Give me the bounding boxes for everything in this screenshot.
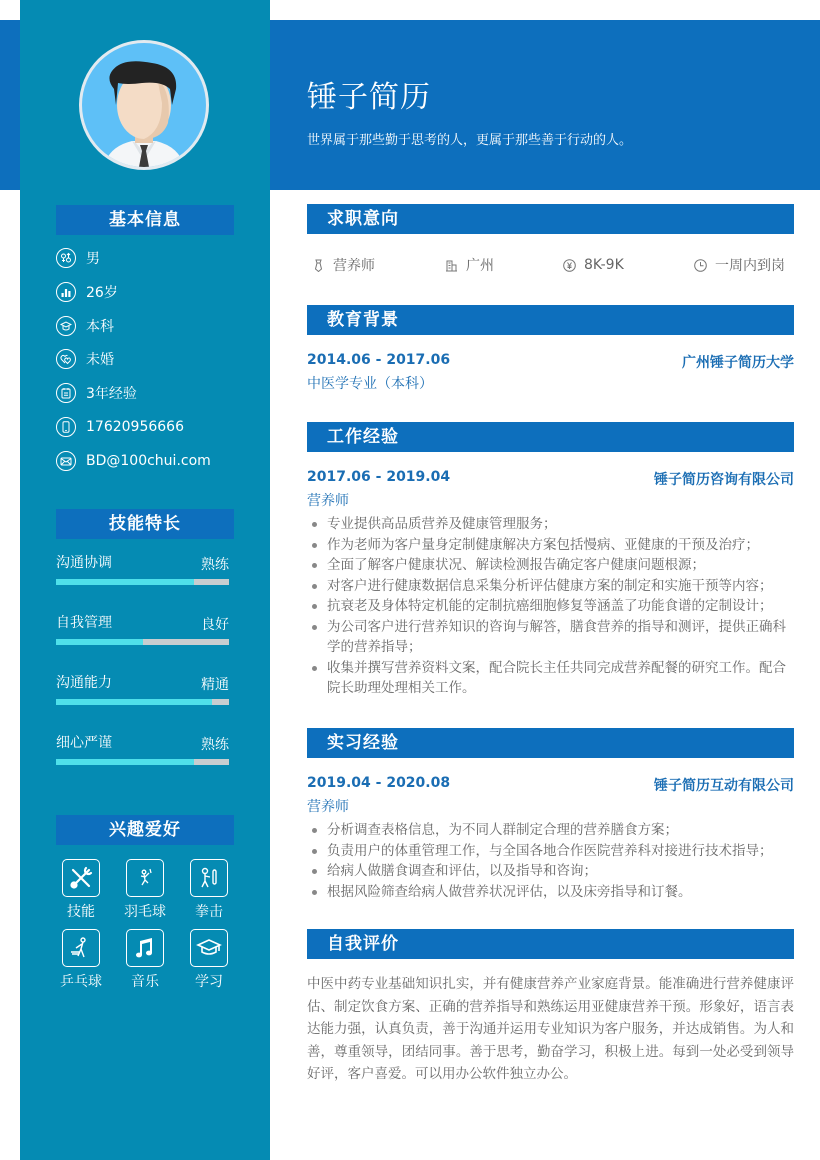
- list-item: 对客户进行健康数据信息采集分析评估健康方案的制定和实施干预等内容；: [307, 576, 794, 597]
- hobbies-heading: 兴趣爱好: [56, 815, 234, 845]
- age-chart-icon: [56, 282, 76, 302]
- work-date: 2017.06 - 2019.04: [307, 469, 451, 485]
- intent-city-value: 广州: [466, 258, 494, 274]
- intent-salary: [563, 254, 624, 276]
- skill-bar-fill: [56, 639, 143, 645]
- badminton-icon: [126, 859, 164, 897]
- skill-level: 良好: [201, 617, 229, 633]
- hobby-label: 技能: [67, 904, 95, 920]
- ping-pong-icon: [62, 929, 100, 967]
- skill-level: 熟练: [201, 737, 229, 753]
- work-company: 锤子简历咨询有限公司: [654, 472, 794, 488]
- skill-bar: [56, 759, 229, 765]
- hobby-label: 羽毛球: [124, 904, 166, 920]
- skill-bar: [56, 579, 229, 585]
- skill-name: 自我管理: [56, 615, 112, 631]
- hobby-label: 学习: [195, 974, 223, 990]
- skill-bar: [56, 639, 229, 645]
- skill-level: 熟练: [201, 557, 229, 573]
- hobby-label: 音乐: [131, 974, 159, 990]
- info-phone-value[interactable]: 17620956666: [86, 419, 184, 435]
- page-title: 锤子简历: [307, 80, 431, 115]
- skill-bar-fill: [56, 579, 194, 585]
- internship-role: 营养师: [307, 799, 349, 815]
- gender-icon: [56, 248, 76, 268]
- intent-salary-value: 8K-9K: [584, 257, 624, 273]
- info-marital-value: 未婚: [86, 352, 114, 368]
- info-email-value[interactable]: BD@100chui.com: [86, 453, 211, 469]
- info-age-value: 26岁: [86, 285, 118, 301]
- hobby-label: 拳击: [195, 904, 223, 920]
- hobby-item: [115, 929, 175, 991]
- skills-heading: 技能特长: [56, 509, 234, 539]
- boxing-icon: [190, 859, 228, 897]
- tie-icon: [312, 259, 325, 272]
- phone-icon: [56, 417, 76, 437]
- work-duties: [307, 514, 794, 699]
- self-eval-heading: 自我评价: [307, 929, 794, 959]
- work-role: 营养师: [307, 493, 349, 509]
- intent-availability: [694, 254, 785, 276]
- skill-bar-fill: [56, 699, 212, 705]
- motto: 世界属于那些勤于思考的人，更属于那些善于行动的人。: [307, 133, 633, 148]
- skill-name: 沟通能力: [56, 675, 112, 691]
- intent-availability-value: 一周内到岗: [715, 258, 785, 274]
- hobby-label: 乒乓球: [60, 974, 102, 990]
- education-major: 中医学专业（本科）: [307, 376, 433, 392]
- intent-position-value: 营养师: [333, 258, 375, 274]
- marital-hearts-icon: [56, 349, 76, 369]
- skill-level: 精通: [201, 677, 229, 693]
- list-item: 专业提供高品质营养及健康管理服务；: [307, 514, 794, 535]
- info-education: [56, 315, 114, 337]
- building-icon: [445, 259, 458, 272]
- info-gender: [56, 247, 100, 269]
- list-item: 负责用户的体重管理工作，与全国各地合作医院营养科对接进行技术指导；: [307, 841, 794, 862]
- graduation-cap-icon: [190, 929, 228, 967]
- skill-bar: [56, 699, 229, 705]
- skill-name: 沟通协调: [56, 555, 112, 571]
- internship-company: 锤子简历互动有限公司: [654, 778, 794, 794]
- avatar: [79, 40, 209, 170]
- skill-bar-fill: [56, 759, 194, 765]
- hobby-item: [51, 929, 111, 991]
- list-item: 抗衰老及身体特定机能的定制抗癌细胞修复等涵盖了功能食谱的定制设计；: [307, 596, 794, 617]
- intent-city: [445, 254, 494, 276]
- info-experience: [56, 382, 137, 404]
- yen-icon: [563, 259, 576, 272]
- education-school: 广州锤子简历大学: [682, 355, 794, 371]
- hobby-item: [115, 859, 175, 921]
- education-date: 2014.06 - 2017.06: [307, 352, 451, 368]
- intent-heading: 求职意向: [307, 204, 794, 234]
- list-item: 全面了解客户健康状况、解读检测报告确定客户健康问题根源；: [307, 555, 794, 576]
- info-phone: [56, 416, 184, 438]
- skill-name: 细心严谨: [56, 735, 112, 751]
- intent-position: [312, 254, 375, 276]
- avatar-male-icon: [82, 43, 206, 167]
- music-note-icon: [126, 929, 164, 967]
- education-cap-icon: [56, 316, 76, 336]
- hobby-item: [179, 859, 239, 921]
- info-gender-value: 男: [86, 251, 100, 267]
- info-education-value: 本科: [86, 319, 114, 335]
- work-heading: 工作经验: [307, 422, 794, 452]
- basic-info-heading: 基本信息: [56, 205, 234, 235]
- tools-icon: [62, 859, 100, 897]
- info-email: [56, 450, 211, 472]
- info-age: [56, 281, 118, 303]
- internship-date: 2019.04 - 2020.08: [307, 775, 451, 791]
- internship-duties: [307, 820, 794, 902]
- list-item: 为公司客户进行营养知识的咨询与解答，膳食营养的指导和测评，提供正确科学的营养指导；: [307, 617, 794, 658]
- internship-heading: 实习经验: [307, 728, 794, 758]
- list-item: 给病人做膳食调查和评估，以及指导和咨询；: [307, 861, 794, 882]
- list-item: 收集并撰写营养资料文案，配合院长主任共同完成营养配餐的研究工作。配合院长助理处理相关工作。: [307, 658, 794, 699]
- list-item: 根据风险筛查给病人做营养状况评估，以及床旁指导和订餐。: [307, 882, 794, 903]
- list-item: 作为老师为客户量身定制健康解决方案包括慢病、亚健康的干预及治疗；: [307, 535, 794, 556]
- info-marital: [56, 348, 114, 370]
- mail-icon: [56, 451, 76, 471]
- self-eval-text: 中医中药专业基础知识扎实，并有健康营养产业家庭背景。能准确进行营养健康评估、制定饮食方案、正确的营养指导和熟练运用亚健康营养干预。形象好，语言表达能力强，认真负责，善于沟通并运用专业知识为客户服务，并达成销售。为人和善，尊重领导，团结同事。善于思考，勤奋学习，积极上进。每到一处必受到领导好评，客户喜爱。可以用办公软件独立办公。: [307, 976, 794, 1082]
- hobby-item: [179, 929, 239, 991]
- list-item: 分析调查表格信息，为不同人群制定合理的营养膳食方案；: [307, 820, 794, 841]
- info-experience-value: 3年经验: [86, 386, 137, 402]
- education-heading: 教育背景: [307, 305, 794, 335]
- hobby-item: [51, 859, 111, 921]
- clock-icon: [694, 259, 707, 272]
- calendar-icon: [56, 383, 76, 403]
